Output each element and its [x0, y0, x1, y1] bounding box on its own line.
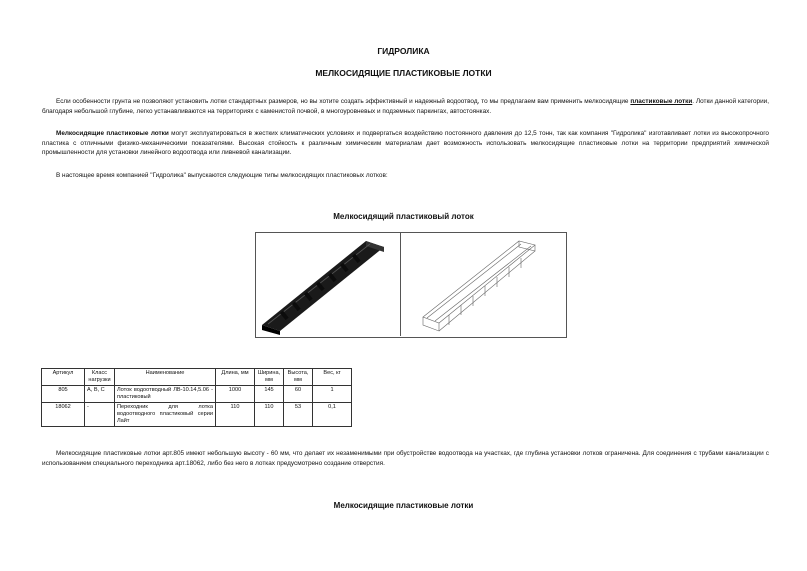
- tray-line-drawing: [401, 233, 565, 335]
- section-title-tray: Мелкосидящий пластиковый лоток: [333, 212, 474, 221]
- intro-paragraph-1: [42, 97, 769, 116]
- cell-width: 110: [255, 403, 284, 427]
- col-header-length: Длина, мм: [216, 369, 255, 386]
- cell-length: 110: [216, 403, 255, 427]
- cell-weight: 0,1: [313, 403, 352, 427]
- intro-p3-text: В настоящее время компанией "Гидролика" выпускаются следующие типы мелкосидящих пластиковых лотков:: [56, 172, 388, 179]
- after-table-paragraph: [42, 449, 769, 468]
- black-tray-photo: [256, 233, 400, 335]
- col-header-load-class: Класс нагрузки: [85, 369, 115, 386]
- cell-height: 60: [284, 386, 313, 403]
- intro-p2-bold: Мелкосидящие пластиковые лотки: [56, 130, 169, 137]
- cell-weight: 1: [313, 386, 352, 403]
- col-header-weight: Вес, кг: [313, 369, 352, 386]
- cell-width: 145: [255, 386, 284, 403]
- cell-article: 805: [42, 386, 85, 403]
- cell-article: 18062: [42, 403, 85, 427]
- cell-name: Лоток водоотводный ЛВ-10.14,5.06 - пластиковый: [115, 386, 216, 403]
- col-header-name: Наименование: [115, 369, 216, 386]
- section-title-trays: Мелкосидящие пластиковые лотки: [333, 501, 474, 510]
- company-heading: ГИДРОЛИКА: [377, 46, 430, 56]
- table-header-row: [42, 369, 352, 386]
- intro-paragraph-2: [42, 129, 769, 158]
- after-table-text: Мелкосидящие пластиковые лотки арт.805 имеют небольшую высоту - 60 мм, что делает их незаменимыми при обустройстве водоотвода на участках, где глубина установки лотков ограничена. Для соединения с трубами канализации с использованием специального переходника арт.18062, либо без него в лотках предусмотрено создание отверстия.: [42, 450, 769, 467]
- plastic-trays-link[interactable]: пластиковые лотки: [630, 98, 693, 105]
- cell-height: 53: [284, 403, 313, 427]
- table-row: [42, 386, 352, 403]
- table-row: [42, 403, 352, 427]
- col-header-article: Артикул: [42, 369, 85, 386]
- intro-p2-text: могут эксплуатироваться в жестких климатических условиях и подвергаться воздействию постоянного давления до 12,5 тонн, так как компания "Гидролика" изготавливает лотки из высокопрочного пластика с отличными физико-механическими показателями. Высокая стойкость к различным химическим материалам дает возможность использовать мелкосидящие пластиковые лотки на территории предприятий химической промышленности для установки линейного водоотвода или ливневой канализации.: [42, 130, 769, 157]
- cell-load-class: -: [85, 403, 115, 427]
- intro-p1-text-end: . Лотки данной категории, благодаря небольшой глубине, легко устанавливаются на территориях с каменистой почвой, в многоуровневых и подземных паркингах, автостоянках.: [42, 98, 770, 115]
- cell-load-class: А, В, С: [85, 386, 115, 403]
- intro-paragraph-3: [42, 171, 769, 181]
- cell-name: Переходник для лотка водоотводного пластиковый серии Лайт: [115, 403, 216, 427]
- cell-length: 1000: [216, 386, 255, 403]
- product-spec-table: [41, 368, 352, 427]
- col-header-width: Ширина, мм: [255, 369, 284, 386]
- page-title: МЕЛКОСИДЯЩИЕ ПЛАСТИКОВЫЕ ЛОТКИ: [315, 68, 492, 78]
- col-header-height: Высота, мм: [284, 369, 313, 386]
- intro-p1-text: Если особенности грунта не позволяют установить лотки стандартных размеров, но вы хотите создать эффективный и надежный водоотвод, то мы предлагаем вам применить мелкосидящие: [56, 98, 631, 105]
